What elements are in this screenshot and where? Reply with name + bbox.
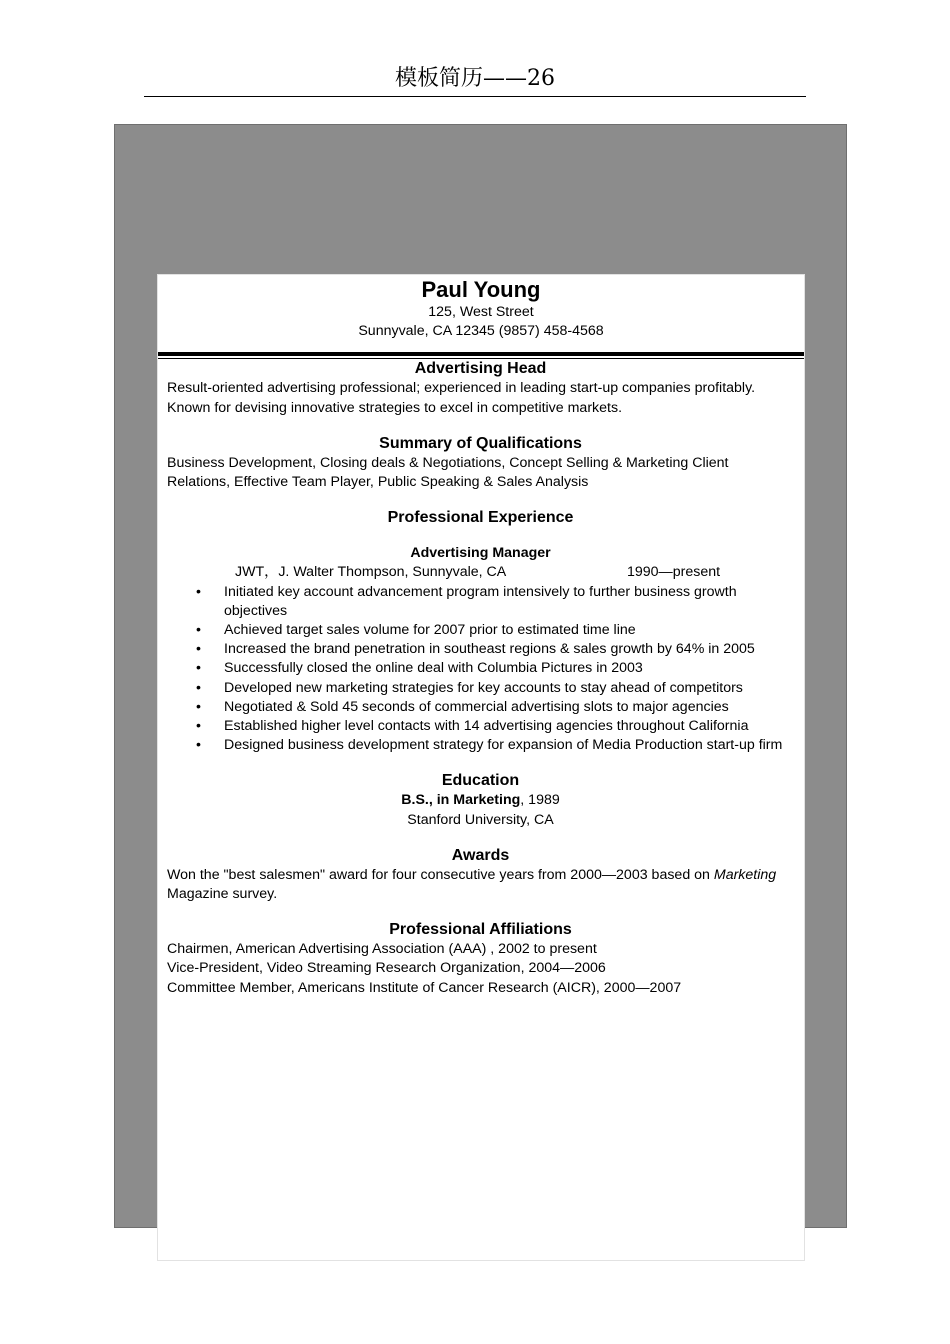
education-heading: Education [441, 772, 520, 790]
candidate-name: Paul Young [421, 277, 541, 302]
experience-bullet-list [167, 583, 794, 756]
list-item: • Successfully closed the online deal with Columbia Pictures in 2003 [224, 659, 794, 678]
header-divider-thick [158, 352, 804, 356]
awards-magazine: Marketing [713, 866, 777, 883]
education-degree-line [167, 791, 794, 810]
qualifications-text: Business Development, Closing deals & Negotiations, Concept Selling & Marketing Client Relations, Effective Team Player, Public Speaking & Sales Analysis [167, 454, 729, 491]
qualifications-section [158, 434, 804, 492]
affiliation-item: Chairmen, American Advertising Association (AAA) , 2002 to present [167, 941, 597, 958]
address-line-2: Sunnyvale, CA 12345 (9857) 458-4568 [358, 323, 604, 340]
list-item: • Developed new marketing strategies for key accounts to stay ahead of competitors [224, 679, 794, 698]
job-company: JWT，J. Walter Thompson, Sunnyvale, CA [235, 564, 507, 581]
bullet-icon: • [196, 698, 201, 715]
education-year: , 1989 [520, 792, 560, 809]
objective-section [158, 359, 804, 417]
experience-heading: Professional Experience [387, 509, 574, 527]
list-item: • Established higher level contacts with 14 advertising agencies throughout California [224, 717, 794, 736]
awards-text: Won the "best salesmen" award for four consecutive years from 2000—2003 based on Marketing Magazine survey. [167, 866, 777, 903]
resume-header [158, 275, 804, 341]
education-school: Stanford University, CA [407, 811, 554, 828]
list-item: • Initiated key account advancement program intensively to further business growth objectives [196, 583, 737, 619]
affiliation-item: Committee Member, Americans Institute of Cancer Research (AICR), 2000—2007 [167, 979, 682, 996]
document-title: 模板简历——26 [144, 62, 806, 97]
bullet-icon: • [196, 583, 201, 600]
bullet-icon: • [196, 718, 201, 735]
bullet-icon: • [196, 660, 201, 677]
bullet-icon: • [196, 679, 201, 696]
affiliations-section [158, 920, 804, 998]
resume-card [157, 274, 805, 1261]
job-dates: 1990—present [627, 564, 721, 581]
list-item: • Negotiated & Sold 45 seconds of commercial advertising slots to major agencies [224, 698, 794, 717]
awards-heading: Awards [451, 846, 510, 864]
awards-section [158, 846, 804, 904]
job-company-line [167, 563, 794, 582]
list-item: • Achieved target sales volume for 2007 prior to estimated time line [224, 621, 794, 640]
education-degree: B.S., in Marketing [401, 792, 521, 809]
address-line-1: 125, West Street [428, 304, 534, 320]
job-title: Advertising Manager [410, 545, 551, 562]
experience-section [158, 508, 804, 755]
affiliations-heading: Professional Affiliations [389, 921, 572, 939]
list-item: • Increased the brand penetration in southeast regions & sales growth by 64% in 2005 [224, 640, 794, 659]
education-section [158, 771, 804, 829]
objective-text: Result-oriented advertising professional; experienced in leading start-up companies profitably. Known for devising innovative strategies to excel in competitive markets. [167, 380, 756, 416]
bullet-icon: • [196, 737, 201, 754]
objective-heading: Advertising Head [414, 360, 547, 378]
bullet-icon: • [196, 641, 201, 658]
bullet-icon: • [196, 622, 201, 639]
affiliation-item: Vice-President, Video Streaming Research Organization, 2004—2006 [167, 960, 606, 977]
list-item: • Designed business development strategy for expansion of Media Production start-up firm [224, 736, 794, 755]
qualifications-heading: Summary of Qualifications [379, 434, 582, 452]
